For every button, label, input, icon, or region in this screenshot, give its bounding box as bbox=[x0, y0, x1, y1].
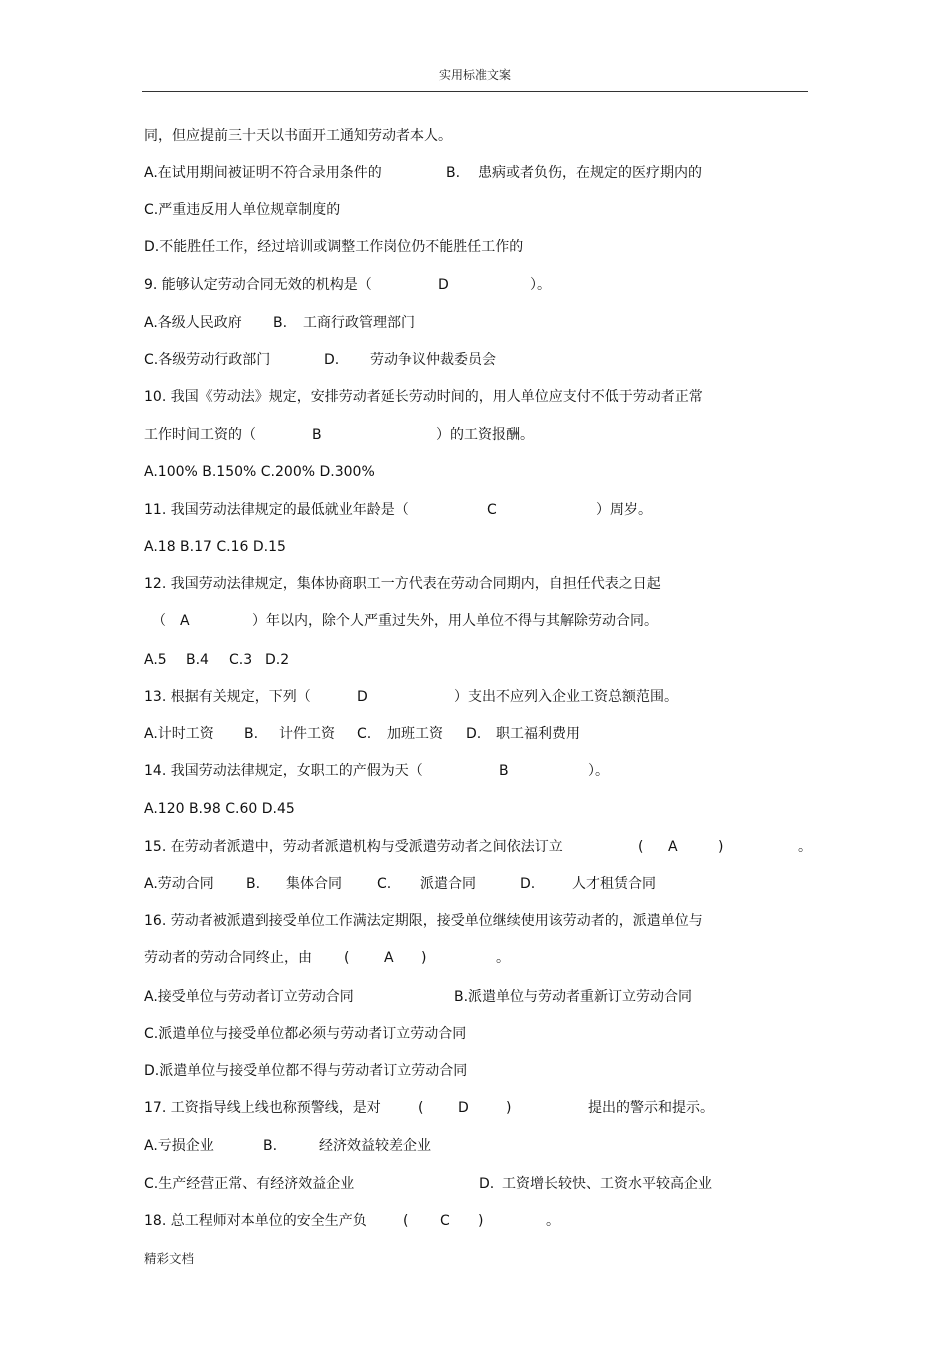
text-segment: 14. 我国劳动法律规定，女职工的产假为天（ bbox=[144, 763, 423, 779]
text-segment: B bbox=[499, 763, 509, 779]
text-segment: D.不能胜任工作，经过培训或调整工作岗位仍不能胜任工作的 bbox=[144, 239, 524, 255]
text-segment: ( bbox=[418, 1100, 424, 1116]
text-segment: ）支出不应列入企业工资总额范围。 bbox=[454, 689, 678, 705]
text-line bbox=[144, 351, 808, 369]
text-segment: C.3 bbox=[229, 652, 253, 668]
text-segment: 17. 工资指导线上线也称预警线，是对 bbox=[144, 1100, 381, 1116]
text-segment: D. bbox=[466, 726, 482, 742]
text-line bbox=[144, 388, 808, 406]
text-segment: D.2 bbox=[265, 652, 290, 668]
text-segment: A.在试用期间被证明不符合录用条件的 bbox=[144, 165, 382, 181]
text-line bbox=[144, 501, 808, 519]
text-segment: 工作时间工资的（ bbox=[144, 427, 256, 443]
text-line bbox=[144, 762, 808, 780]
text-segment: B.派遣单位与劳动者重新订立劳动合同 bbox=[454, 989, 693, 1005]
text-segment: 15. 在劳动者派遣中，劳动者派遣机构与受派遣劳动者之间依法订立 bbox=[144, 839, 563, 855]
text-segment: 患病或者负伤，在规定的医疗期内的 bbox=[478, 165, 702, 181]
text-segment: 工资增长较快、工资水平较高企业 bbox=[502, 1176, 712, 1192]
text-segment: ）的工资报酬。 bbox=[436, 427, 534, 443]
text-line bbox=[144, 1062, 808, 1080]
text-segment: 。 bbox=[496, 950, 510, 966]
text-segment: 计件工资 bbox=[279, 726, 335, 742]
page-header: 实用标准文案 bbox=[438, 68, 511, 82]
text-line bbox=[144, 1175, 808, 1193]
text-segment: C. bbox=[357, 726, 372, 742]
text-segment: 提出的警示和提示。 bbox=[588, 1100, 714, 1116]
text-segment: D. bbox=[520, 876, 536, 892]
text-line bbox=[144, 1025, 808, 1043]
text-line bbox=[144, 276, 808, 294]
text-segment: D. bbox=[324, 352, 340, 368]
text-segment: A.计时工资 bbox=[144, 726, 214, 742]
text-segment: ) bbox=[478, 1213, 484, 1229]
text-line bbox=[144, 426, 808, 444]
text-segment: ( bbox=[638, 839, 644, 855]
text-line bbox=[144, 651, 808, 669]
text-line bbox=[144, 463, 808, 481]
text-segment: D bbox=[357, 689, 368, 705]
text-segment: A.劳动合同 bbox=[144, 876, 214, 892]
text-segment: A bbox=[668, 839, 678, 855]
text-segment: 18. 总工程师对本单位的安全生产负 bbox=[144, 1213, 367, 1229]
text-segment: 职工福利费用 bbox=[496, 726, 580, 742]
text-segment: C.派遣单位与接受单位都必须与劳动者订立劳动合同 bbox=[144, 1026, 467, 1042]
header-rule bbox=[142, 91, 808, 92]
text-segment: C.严重违反用人单位规章制度的 bbox=[144, 202, 341, 218]
text-segment: C bbox=[440, 1213, 450, 1229]
text-line bbox=[144, 127, 808, 145]
text-segment: ）年以内，除个人严重过失外，用人单位不得与其解除劳动合同。 bbox=[252, 613, 658, 629]
text-segment: A.100% B.150% C.200% D.300% bbox=[144, 464, 375, 480]
text-line bbox=[144, 988, 808, 1006]
text-segment: A.亏损企业 bbox=[144, 1138, 214, 1154]
text-line bbox=[144, 949, 808, 967]
text-line bbox=[144, 1099, 808, 1117]
text-segment: A.各级人民政府 bbox=[144, 315, 242, 331]
text-line bbox=[144, 688, 808, 706]
text-segment: 同，但应提前三十天以书面开工通知劳动者本人。 bbox=[144, 128, 452, 144]
text-line bbox=[144, 538, 808, 556]
text-segment: C bbox=[487, 502, 497, 518]
text-segment: 13. 根据有关规定，下列（ bbox=[144, 689, 311, 705]
text-segment: 11. 我国劳动法律规定的最低就业年龄是（ bbox=[144, 502, 409, 518]
text-segment: A.120 B.98 C.60 D.45 bbox=[144, 801, 295, 817]
text-segment: C.生产经营正常、有经济效益企业 bbox=[144, 1176, 355, 1192]
page-footer: 精彩文档 bbox=[144, 1251, 195, 1266]
text-segment: 9. 能够认定劳动合同无效的机构是（ bbox=[144, 277, 372, 293]
text-segment: B. bbox=[244, 726, 259, 742]
text-segment: B bbox=[312, 427, 322, 443]
text-segment: ）。 bbox=[588, 763, 609, 779]
text-line bbox=[144, 725, 808, 743]
text-segment: D.派遣单位与接受单位都不得与劳动者订立劳动合同 bbox=[144, 1063, 468, 1079]
text-segment: 人才租赁合同 bbox=[572, 876, 656, 892]
text-line bbox=[144, 164, 808, 182]
text-line bbox=[144, 875, 808, 893]
text-segment: （ bbox=[152, 613, 166, 629]
text-line bbox=[144, 838, 812, 856]
text-line bbox=[144, 1137, 808, 1155]
text-segment: 10. 我国《劳动法》规定，安排劳动者延长劳动时间的，用人单位应支付不低于劳动者正常 bbox=[144, 389, 703, 405]
text-line bbox=[144, 314, 808, 332]
text-segment: A.接受单位与劳动者订立劳动合同 bbox=[144, 989, 354, 1005]
text-segment: B.4 bbox=[186, 652, 209, 668]
text-segment: 集体合同 bbox=[286, 876, 342, 892]
text-segment: 经济效益较差企业 bbox=[319, 1138, 431, 1154]
text-segment: ( bbox=[344, 950, 350, 966]
text-segment: B. bbox=[246, 876, 261, 892]
text-segment: D bbox=[438, 277, 449, 293]
text-segment: B. bbox=[273, 315, 288, 331]
text-segment: 工商行政管理部门 bbox=[303, 315, 415, 331]
text-line bbox=[144, 912, 808, 930]
text-line bbox=[144, 575, 808, 593]
text-segment: ) bbox=[718, 839, 724, 855]
text-segment: A bbox=[180, 613, 190, 629]
text-segment: 加班工资 bbox=[387, 726, 443, 742]
text-line bbox=[144, 1212, 808, 1230]
text-segment: B. bbox=[263, 1138, 278, 1154]
text-segment: B. bbox=[446, 165, 461, 181]
text-segment: 劳动者的劳动合同终止，由 bbox=[144, 950, 312, 966]
text-segment: 16. 劳动者被派遣到接受单位工作满法定期限，接受单位继续使用该劳动者的，派遣单位与 bbox=[144, 913, 703, 929]
text-segment: C. bbox=[377, 876, 392, 892]
text-segment: A.18 B.17 C.16 D.15 bbox=[144, 539, 286, 555]
text-segment: A bbox=[384, 950, 394, 966]
text-segment: ) bbox=[506, 1100, 512, 1116]
text-segment: D. bbox=[479, 1176, 495, 1192]
text-segment: A.5 bbox=[144, 652, 167, 668]
text-segment: ( bbox=[403, 1213, 409, 1229]
text-segment: 。 bbox=[798, 839, 812, 855]
text-segment: 派遣合同 bbox=[420, 876, 476, 892]
text-segment: 劳动争议仲裁委员会 bbox=[370, 352, 496, 368]
text-segment: C.各级劳动行政部门 bbox=[144, 352, 271, 368]
text-segment: 12. 我国劳动法律规定，集体协商职工一方代表在劳动合同期内，自担任代表之日起 bbox=[144, 576, 661, 592]
text-segment: ）。 bbox=[530, 277, 551, 293]
text-segment: D bbox=[458, 1100, 469, 1116]
text-line bbox=[144, 201, 808, 219]
text-line bbox=[144, 800, 808, 818]
text-segment: 。 bbox=[546, 1213, 560, 1229]
text-line bbox=[144, 612, 808, 630]
text-segment: ）周岁。 bbox=[596, 502, 652, 518]
text-segment: ) bbox=[421, 950, 427, 966]
text-line bbox=[144, 238, 808, 256]
